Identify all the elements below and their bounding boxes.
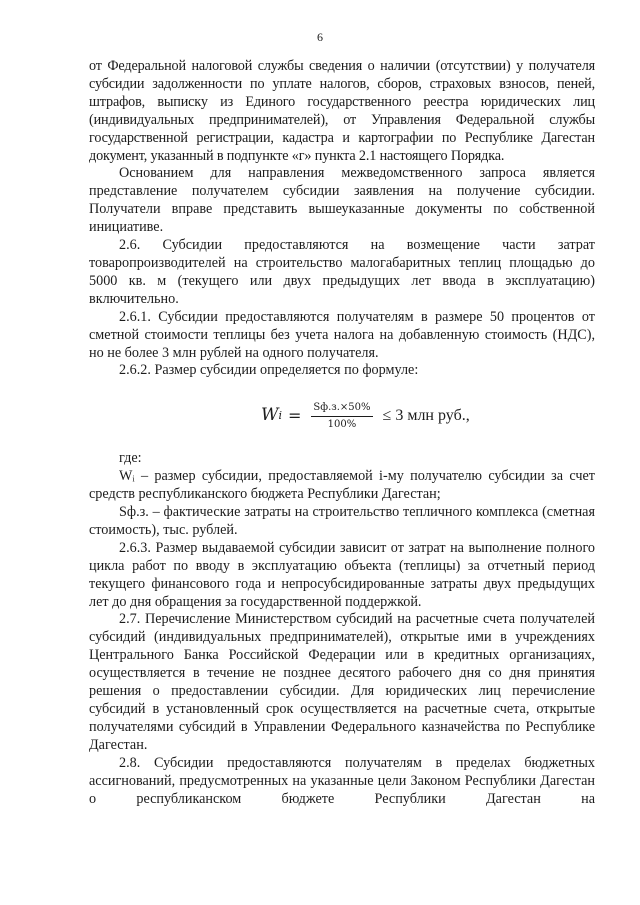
formula-equals: = [288,406,302,426]
document-body [89,58,595,808]
paragraph-where: где: [119,450,142,467]
paragraph-2-7: 2.7. Перечисление Министерством субсидий на расчетные счета получателей субсидий (индивидуальных предпринимателей), открытые ими в учреждениях Центрального Банка Российской Федерации или в кредитных организациях, осуществляется в течение не позднее десятого рабочего дня со дня принятия решения о предоставлении субсидии. Для юридических лиц перечисление субсидий в установленный срок осуществляется на расчетные счета, открытые получателями субсидий в Управлении Федерального казначейства по Республике Дагестан. [89,611,595,753]
formula-subscript: i [278,409,283,423]
formula-fraction [311,402,372,431]
paragraph-interagency-info: от Федеральной налоговой службы сведения о наличии (отсутствии) у получателя субсидии задолженности по уплате налогов, сборов, страховых взносов, пеней, штрафов, выписку из Единого государственного реестра юридических лиц (индивидуальных предпринимателей), от Управления Федеральной службы государственной регистрации, кадастра и картографии по Республике Дагестан документ, указанный в подпункте «г» пункта 2.1 настоящего Порядка. [89,58,595,164]
paragraph-w-definition: Wᵢ – размер субсидии, предоставляемой i-му получателю субсидии за счет средств республиканского бюджета Республики Дагестан; [89,468,595,503]
paragraph-s-definition: Sф.з. – фактические затраты на строительство тепличного комплекса (сметная стоимость), тыс. рублей. [89,504,595,538]
formula-limit: ≤ 3 млн руб., [382,407,470,425]
paragraph-request-basis: Основанием для направления межведомственного запроса является представление получателем субсидии заявления на получение субсидии. Получатели вправе представить вышеуказанные документы по собственной инициативе. [89,165,595,236]
formula-denominator: 100% [327,418,357,430]
formula-variable: W [261,405,279,426]
paragraph-2-6: 2.6. Субсидии предоставляются на возмещение части затрат товаропроизводителей на строительство малогабаритных теплиц площадью до 5000 кв. м (текущего или двух предыдущих лет ввода в эксплуатацию) включительно. [89,237,595,307]
paragraph-2-6-2: 2.6.2. Размер субсидии определяется по формуле: [119,362,419,379]
formula-numerator: Sф.з.×50% [311,402,372,417]
paragraph-2-6-1: 2.6.1. Субсидии предоставляются получателям в размере 50 процентов от сметной стоимости теплицы без учета налога на добавленную стоимость (НДС), но не более 3 млн рублей на одного получателя. [89,308,595,361]
page-number: 6 [317,30,323,44]
paragraph-2-6-3: 2.6.3. Размер выдаваемой субсидии зависит от затрат на выполнение полного цикла работ по вводу в эксплуатацию объекта (теплицы) за отчетный период текущего финансового года и непросубсидированные затраты двух предыдущих лет до дня обращения за государственной поддержкой. [89,539,595,610]
paragraph-2-8: 2.8. Субсидии предоставляются получателям в пределах бюджетных ассигнований, предусмотренных на указанные цели Законом Республики Дагестан о республиканском бюджете Республики Дагестан на [89,754,595,807]
subsidy-formula [89,396,595,436]
